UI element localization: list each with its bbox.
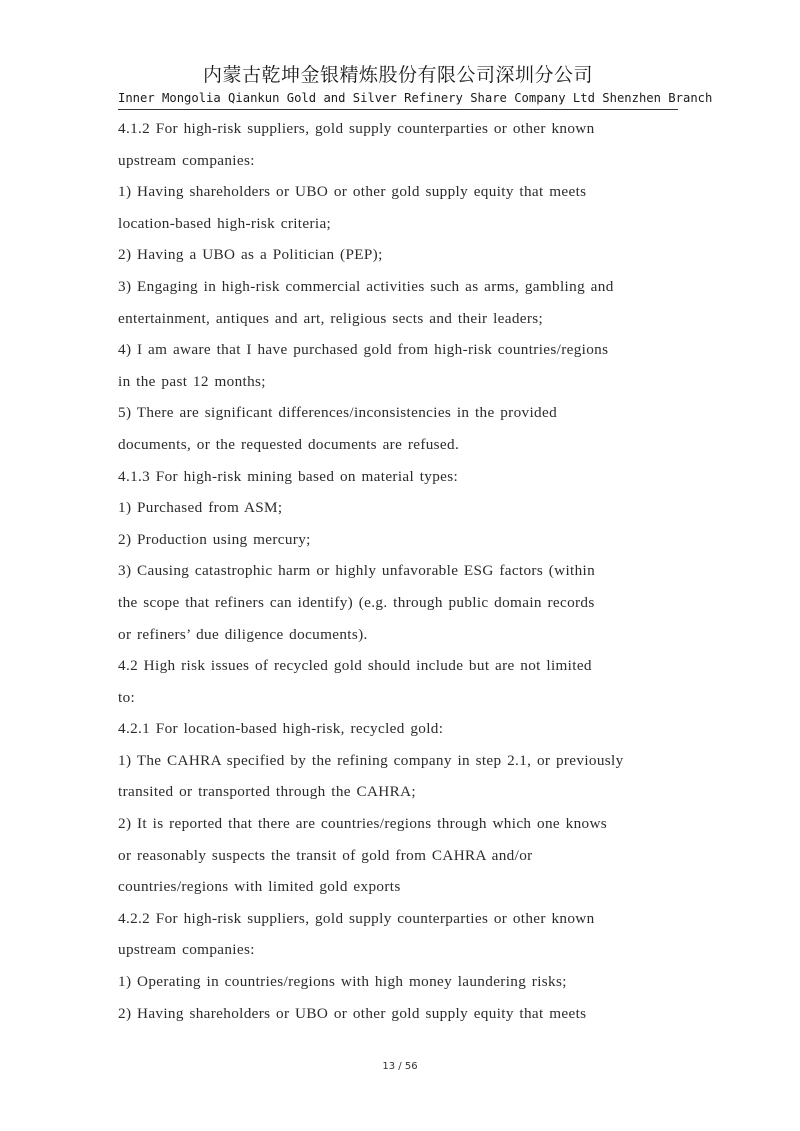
- page-number: 13 / 56: [382, 1061, 418, 1072]
- text-line: 4.2 High risk issues of recycled gold should include but are not limited: [118, 657, 592, 675]
- company-name-english: Inner Mongolia Qiankun Gold and Silver Refinery Share Company Ltd Shenzhen Branch: [118, 91, 713, 105]
- text-line: upstream companies:: [118, 151, 255, 169]
- text-line: 4.2.2 For high-risk suppliers, gold supply counterparties or other known: [118, 909, 595, 927]
- text-line: the scope that refiners can identify) (e.g. through public domain records: [118, 593, 595, 611]
- company-name-chinese: 内蒙古乾坤金银精炼股份有限公司深圳分公司: [202, 64, 593, 86]
- text-line: 2) Having a UBO as a Politician (PEP);: [118, 246, 383, 264]
- text-line: 1) Operating in countries/regions with high money laundering risks;: [118, 973, 567, 991]
- text-line: or reasonably suspects the transit of gold from CAHRA and/or: [118, 846, 533, 864]
- document-body: [118, 113, 680, 1029]
- text-line: 3) Engaging in high-risk commercial activities such as arms, gambling and: [118, 277, 614, 295]
- text-line: documents, or the requested documents are refused.: [118, 435, 460, 453]
- text-line: 3) Causing catastrophic harm or highly unfavorable ESG factors (within: [118, 562, 596, 580]
- text-line: countries/regions with limited gold exports: [118, 878, 401, 896]
- text-line: 4.1.2 For high-risk suppliers, gold supply counterparties or other known: [118, 120, 595, 137]
- text-line: location-based high-risk criteria;: [118, 214, 332, 232]
- page-header: [118, 62, 713, 107]
- text-line: 1) Having shareholders or UBO or other gold supply equity that meets: [118, 183, 587, 201]
- text-line: in the past 12 months;: [118, 372, 266, 390]
- text-line: to:: [118, 688, 136, 706]
- text-line: upstream companies:: [118, 941, 255, 959]
- text-line: 1) The CAHRA specified by the refining company in step 2.1, or previously: [118, 751, 624, 769]
- text-line: entertainment, antiques and art, religious sects and their leaders;: [118, 309, 544, 327]
- text-line: 2) Production using mercury;: [118, 530, 311, 548]
- text-line: 2) Having shareholders or UBO or other gold supply equity that meets: [118, 1004, 587, 1022]
- text-line: 5) There are significant differences/inconsistencies in the provided: [118, 404, 558, 422]
- header-divider: [118, 109, 678, 110]
- text-line: 4) I am aware that I have purchased gold from high-risk countries/regions: [118, 341, 609, 359]
- text-line: 2) It is reported that there are countries/regions through which one knows: [118, 815, 608, 833]
- text-line: 4.2.1 For location-based high-risk, recycled gold:: [118, 720, 444, 738]
- text-line: or refiners’ due diligence documents).: [118, 625, 368, 643]
- text-line: transited or transported through the CAHRA;: [118, 783, 416, 801]
- text-line: 4.1.3 For high-risk mining based on material types:: [118, 467, 459, 485]
- text-line: 1) Purchased from ASM;: [118, 499, 283, 517]
